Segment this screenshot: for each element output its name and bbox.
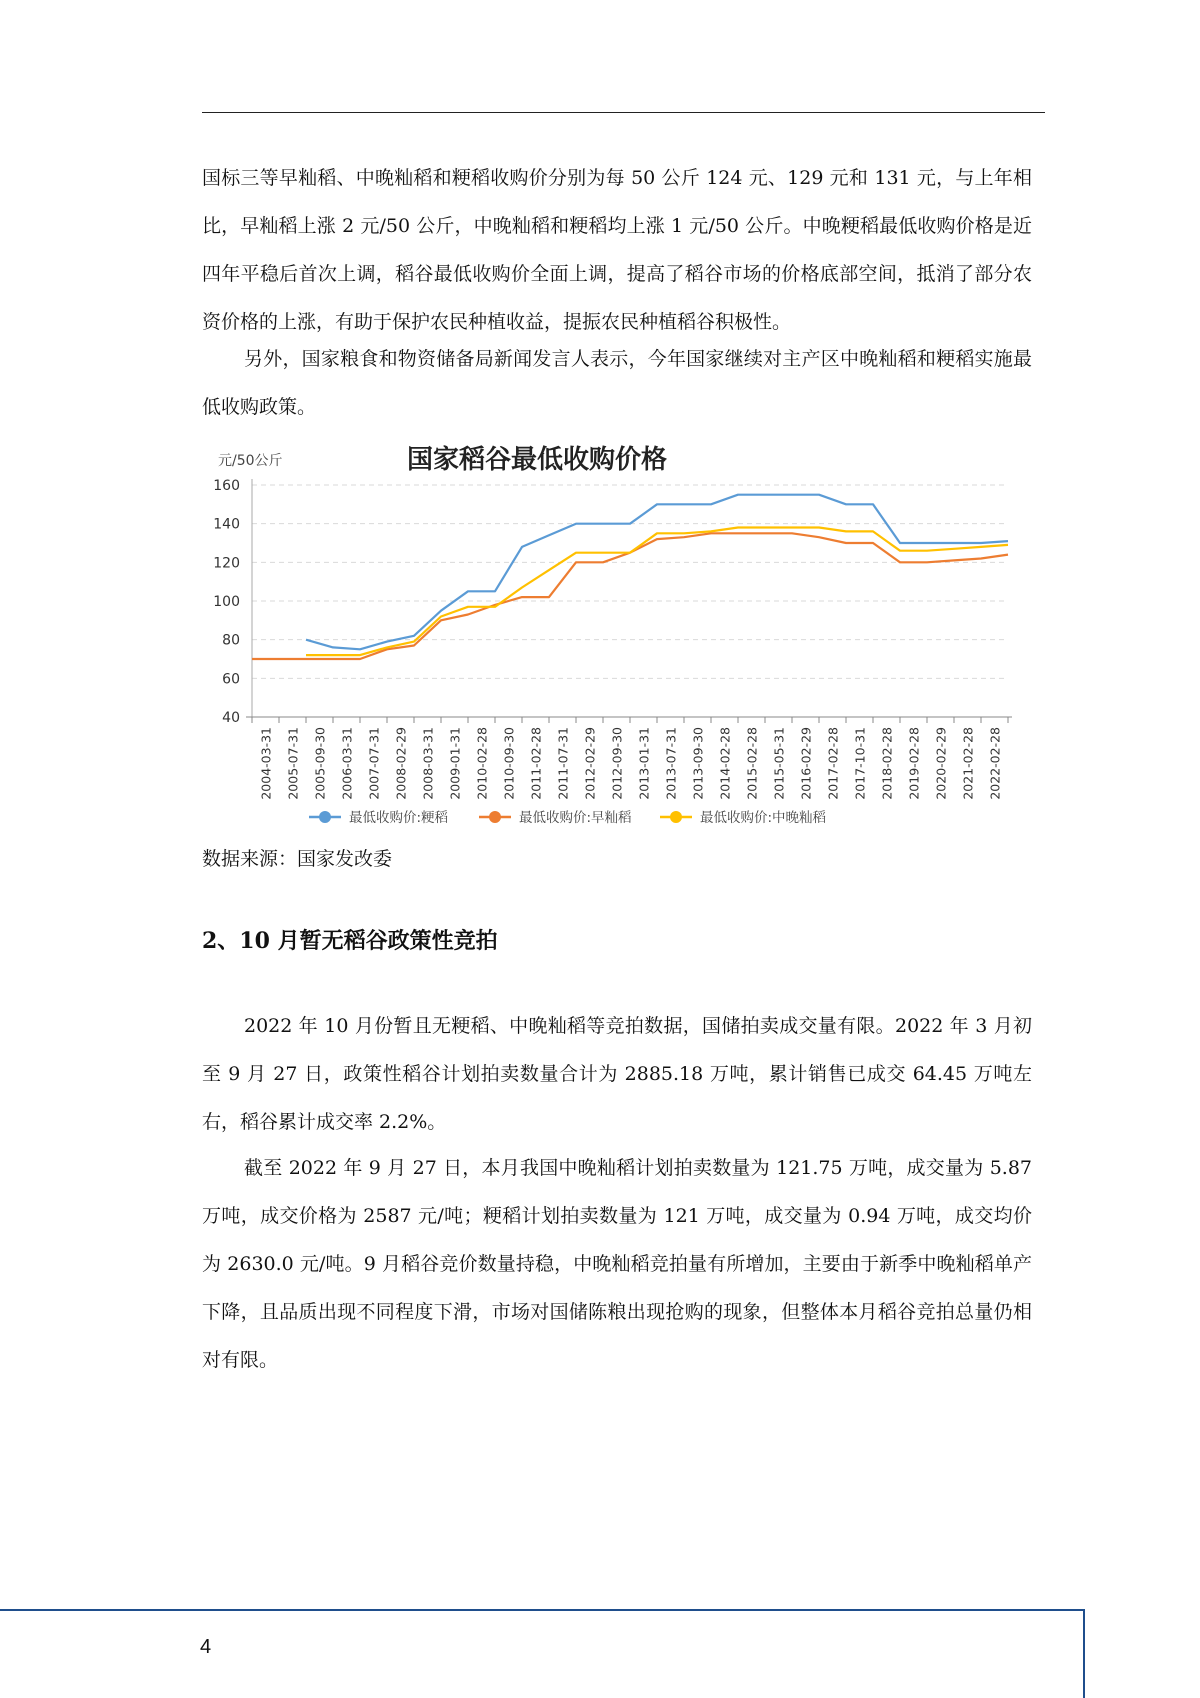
x-tick-label: 2010-09-30: [501, 727, 517, 800]
x-tick-label: 2020-02-29: [933, 727, 949, 800]
x-tick-label: 2014-02-28: [717, 727, 733, 800]
paragraph-4: 截至 2022 年 9 月 27 日，本月我国中晚籼稻计划拍卖数量为 121.75 万吨，成交量为 5.87 万吨，成交价格为 2587 元/吨；粳稻计划拍卖数量为 121 万吨，成交量为 0.94 万吨，成交均价为 2630.0 元/吨。9 月稻谷竞价数量持稳，中晚籼稻竞拍量有所增加，主要由于新季中晚籼稻单产下降，且品质出现不同程度下滑，市场对国储陈粮出现抢购的现象，但整体本月稻谷竞拍总量仍相对有限。: [202, 1157, 1032, 1371]
legend-label: 最低收购价:粳稻: [349, 810, 449, 826]
x-tick-label: 2019-02-28: [906, 727, 922, 800]
y-tick-label: 40: [222, 710, 240, 726]
x-tick-label: 2004-03-31: [258, 727, 274, 800]
legend-marker: [319, 811, 331, 823]
x-tick-label: 2007-07-31: [366, 727, 382, 800]
legend-marker: [489, 811, 501, 823]
chart-x-ticks: [252, 717, 1008, 800]
legend-marker: [670, 811, 682, 823]
paragraph-3: 2022 年 10 月份暂且无粳稻、中晚籼稻等竞拍数据，国储拍卖成交量有限。2022 年 3 月初至 9 月 27 日，政策性稻谷计划拍卖数量合计为 2885.18 万吨，累计销售已成交 64.45 万吨左右，稻谷累计成交率 2.2%。: [202, 1015, 1032, 1133]
x-tick-label: 2016-02-29: [798, 727, 814, 800]
data-source-note: 数据来源：国家发改委: [202, 848, 393, 870]
series-line: [306, 495, 1008, 650]
footer-vertical-rule: [1083, 1609, 1085, 1698]
page-number: 4: [200, 1636, 212, 1658]
x-tick-label: 2011-07-31: [555, 727, 571, 800]
legend-label: 最低收购价:早籼稻: [519, 810, 632, 826]
price-chart: [202, 437, 1032, 832]
chart-y-axis-label: 元/50公斤: [218, 453, 283, 469]
legend-label: 最低收购价:中晚籼稻: [700, 810, 827, 826]
paragraph-1: 国标三等早籼稻、中晚籼稻和粳稻收购价分别为每 50 公斤 124 元、129 元和 131 元，与上年相比，早籼稻上涨 2 元/50 公斤，中晚籼稻和粳稻均上涨 1 元/50 公斤。中晚粳稻最低收购价格是近四年平稳后首次上调，稻谷最低收购价全面上调，提高了稻谷市场的价格底部空间，抵消了部分农资价格的上涨，有助于保护农民种植收益，提振农民种植稻谷积极性。: [202, 167, 1032, 333]
x-tick-label: 2006-03-31: [339, 727, 355, 800]
header-rule: [202, 112, 1045, 113]
x-tick-label: 2005-09-30: [312, 727, 328, 800]
x-tick-label: 2013-09-30: [690, 727, 706, 800]
x-tick-label: 2008-02-29: [393, 727, 409, 800]
y-tick-label: 140: [213, 516, 240, 533]
x-tick-label: 2008-03-31: [420, 727, 436, 800]
x-tick-label: 2017-02-28: [825, 727, 841, 800]
y-tick-label: 100: [213, 594, 240, 610]
section-heading: 2、10 月暂无稻谷政策性竞拍: [202, 928, 498, 954]
x-tick-label: 2009-01-31: [447, 727, 463, 800]
x-tick-label: 2005-07-31: [285, 727, 301, 800]
x-tick-label: 2012-09-30: [609, 727, 625, 800]
y-tick-label: 80: [222, 632, 240, 649]
chart-title: 国家稻谷最低收购价格: [406, 445, 668, 475]
chart-lines: [252, 495, 1008, 659]
x-tick-label: 2021-02-28: [960, 727, 976, 800]
x-tick-label: 2013-01-31: [636, 727, 652, 800]
x-tick-label: 2022-02-28: [987, 727, 1003, 800]
paragraph-2: 另外，国家粮食和物资储备局新闻发言人表示，今年国家继续对主产区中晚籼稻和粳稻实施最低收购政策。: [202, 348, 1032, 418]
x-tick-label: 2012-02-29: [582, 727, 598, 800]
x-tick-label: 2017-10-31: [852, 727, 868, 800]
chart-legend: [309, 809, 826, 826]
x-tick-label: 2010-02-28: [474, 727, 490, 800]
x-tick-label: 2013-07-31: [663, 727, 679, 800]
y-tick-label: 160: [213, 478, 240, 494]
chart-y-ticks: [213, 478, 240, 726]
x-tick-label: 2015-05-31: [771, 727, 787, 800]
y-tick-label: 120: [213, 555, 240, 572]
x-tick-label: 2011-02-28: [528, 727, 544, 800]
x-tick-label: 2018-02-28: [879, 727, 895, 800]
footer-rule: [0, 1609, 1085, 1611]
chart-grid: [246, 479, 1012, 717]
y-tick-label: 60: [222, 671, 240, 688]
x-tick-label: 2015-02-28: [744, 727, 760, 800]
